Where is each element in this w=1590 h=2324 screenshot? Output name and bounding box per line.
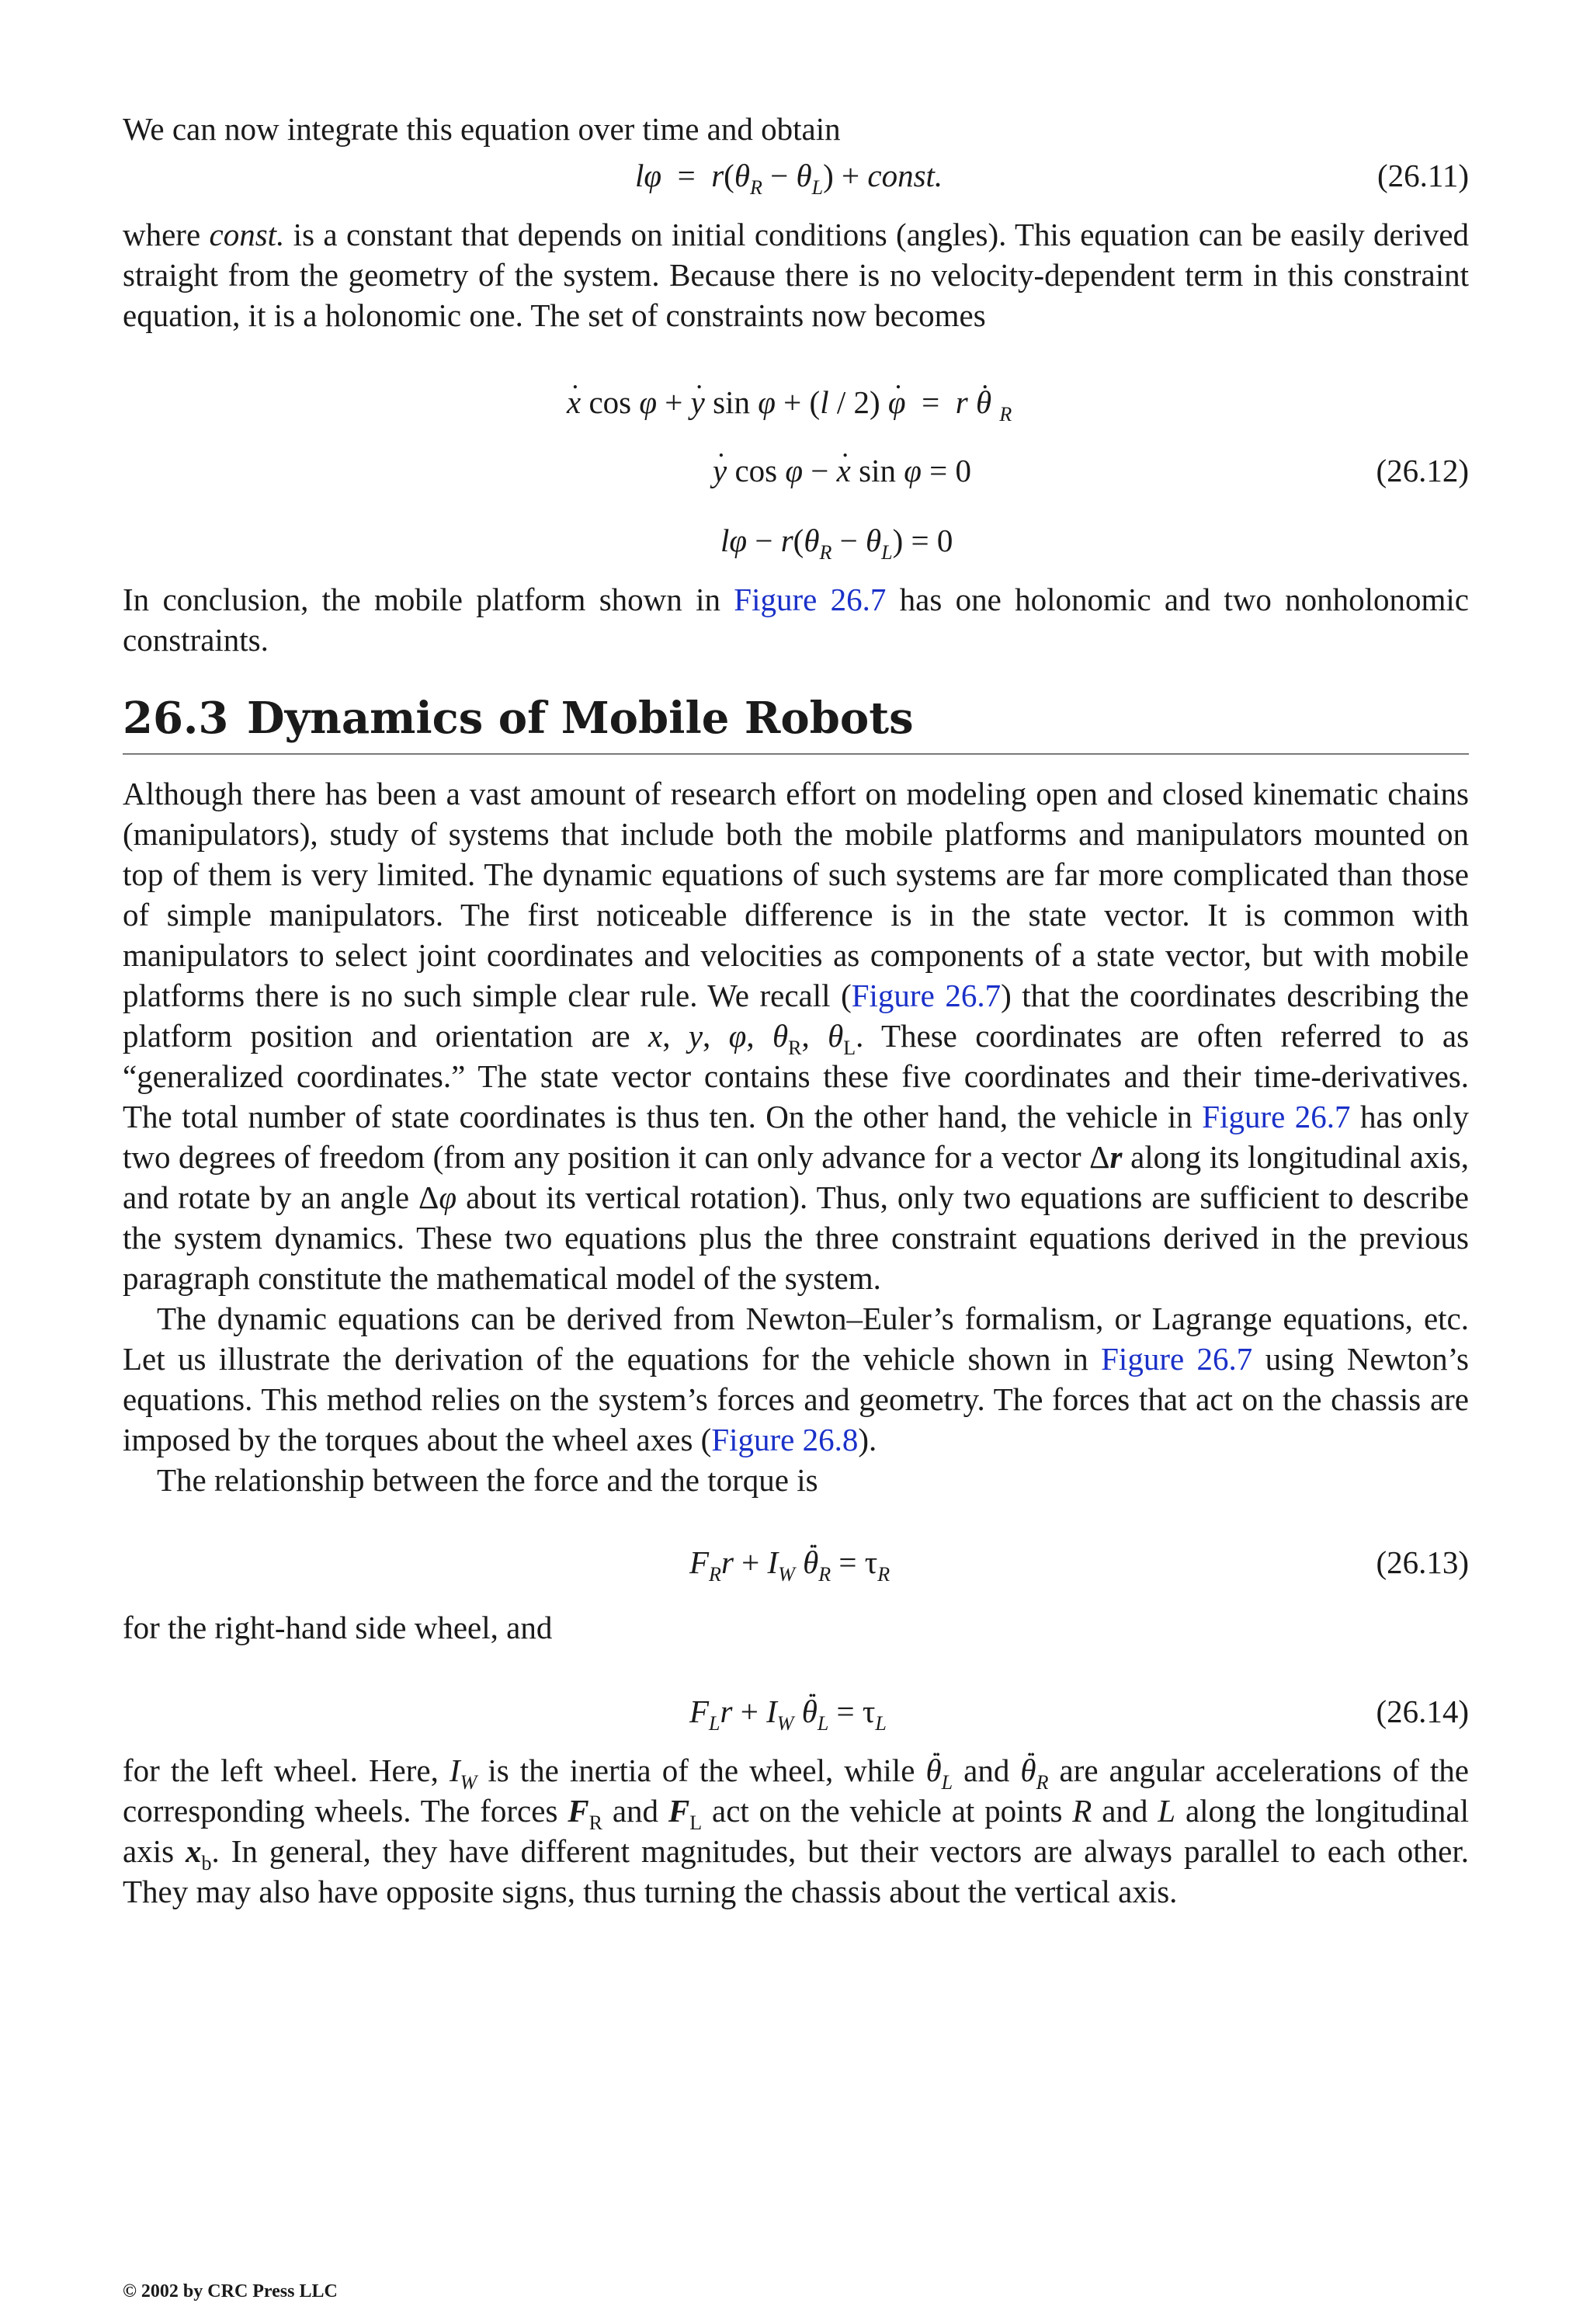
figure-26-7-link[interactable]: Figure 26.7 — [1202, 1099, 1351, 1134]
intro-line: We can now integrate this equation over time and obtain — [123, 111, 841, 147]
const-word: const. — [867, 158, 943, 193]
equation-26-14: $F_Lr + I_W$ .. $\theta_L = \tau_L$ (26.14) — [123, 1688, 1469, 1735]
equation-26-13: $F_Rr + I_W$ .. $\theta_R = \tau_R$ (26.13) — [123, 1539, 1469, 1586]
copyright-footer: © 2002 by CRC Press LLC — [123, 2281, 338, 2301]
section-title: Dynamics of Mobile Robots — [247, 693, 914, 744]
equation-number-26-12: (26.12) — [1376, 453, 1469, 488]
equation-26-12-line-3: $l\varphi - r(\theta_R - \theta_L) = 0$ — [720, 523, 953, 564]
paragraph-relationship: The relationship between the force and the torque is — [157, 1462, 818, 1498]
paragraph-left-wheel: for the left wheel. Here, $I_W$ is the inertia of the wheel, while .. $\theta_L$ and .. $\theta_R$ are angular accelerations of the corresponding wheels. The forces $F_R$ and $F_L$ act on the vehicle at points R and L along the longitudinal axis $x_b$. In general, they have different magnitudes, but their vectors are always parallel to each other. They may also have opposite signs, thus turning the chassis about the vertical axis. — [123, 1750, 1469, 1912]
paragraph-dynamics-intro: Although there has been a vast amount of research effort on modeling open and closed kinematic chains (manipulators), study of systems that include both the mobile platforms and manipulators mounted on top of them is very limited. The dynamic equations of such systems are far more complicated than those of simple manipulators. The first noticeable difference is in the state vector. It is common with manipulators to select joint coordinates and velocities as components of a state vector, but with mobile platforms there is no such simple clear rule. We recall (Figure 26.7) that the coordinates describing the platform position and orientation are x, y, φ, $\theta_R$, $\theta_L$. These coordinates are often referred to as “generalized coordinates.” The state vector contains these five coordinates and their time-derivatives. The total number of state coordinates is thus ten. On the other hand, the vehicle in Figure 26.7 has only two degrees of freedom (from any position it can only advance for a vector Δr along its longitudinal axis, and rotate by an angle Δφ about its vertical rotation). Thus, only two equations are sufficient to describe the system dynamics. These two equations plus the three constraint equations derived in the previous paragraph constitute the mathematical model of the system. — [123, 776, 1470, 1296]
figure-26-7-link[interactable]: Figure 26.7 — [851, 978, 1002, 1013]
paragraph-newton-euler: The dynamic equations can be derived from Newton–Euler’s formalism, or Lagrange equations, etc. Let us illustrate the derivation of the equations for the vehicle shown in Figure 26.7 using Newton’s equations. This method relies on the system’s forces and geometry. The forces that act on the chassis are imposed by the torques about the wheel axes (Figure 26.8). — [123, 1301, 1469, 1457]
page-content — [123, 109, 1469, 1912]
equation-number-26-14: (26.14) — [1376, 1693, 1469, 1729]
equation-number-26-11: (26.11) — [1376, 158, 1469, 193]
figure-26-7-link[interactable]: Figure 26.7 — [1101, 1341, 1253, 1377]
figure-26-7-link[interactable]: Figure 26.7 — [734, 582, 887, 617]
equation-26-11 — [123, 152, 1469, 199]
section-heading — [123, 691, 1469, 755]
paragraph-conclusion: In conclusion, the mobile platform shown in Figure 26.7 has one holonomic and two nonholonomic constraints. — [123, 582, 1469, 658]
figure-26-8-link[interactable]: Figure 26.8 — [711, 1422, 859, 1457]
equation-26-11-body: $l\varphi = r(\theta_R - \theta_L)$ + const. — [635, 158, 943, 199]
equation-number-26-13: (26.13) — [1376, 1544, 1469, 1580]
equation-26-12-line-2: . y cos φ − . x sin φ = 0 (26.12) — [123, 447, 1469, 494]
equation-26-12-line-1: . x cos φ + . y sin φ + (l / 2) . φ = r . θ $_R$ — [123, 379, 1469, 426]
right-wheel-line: for the right-hand side wheel, and — [123, 1610, 553, 1645]
paragraph-holonomic: where const. is a constant that depends on initial conditions (angles). This equation can be easily derived straight from the geometry of the system. Because there is no velocity-dependent term in this constraint equation, it is a holonomic one. The set of constraints now becomes — [123, 217, 1469, 333]
section-number: 26.3 — [123, 693, 229, 744]
